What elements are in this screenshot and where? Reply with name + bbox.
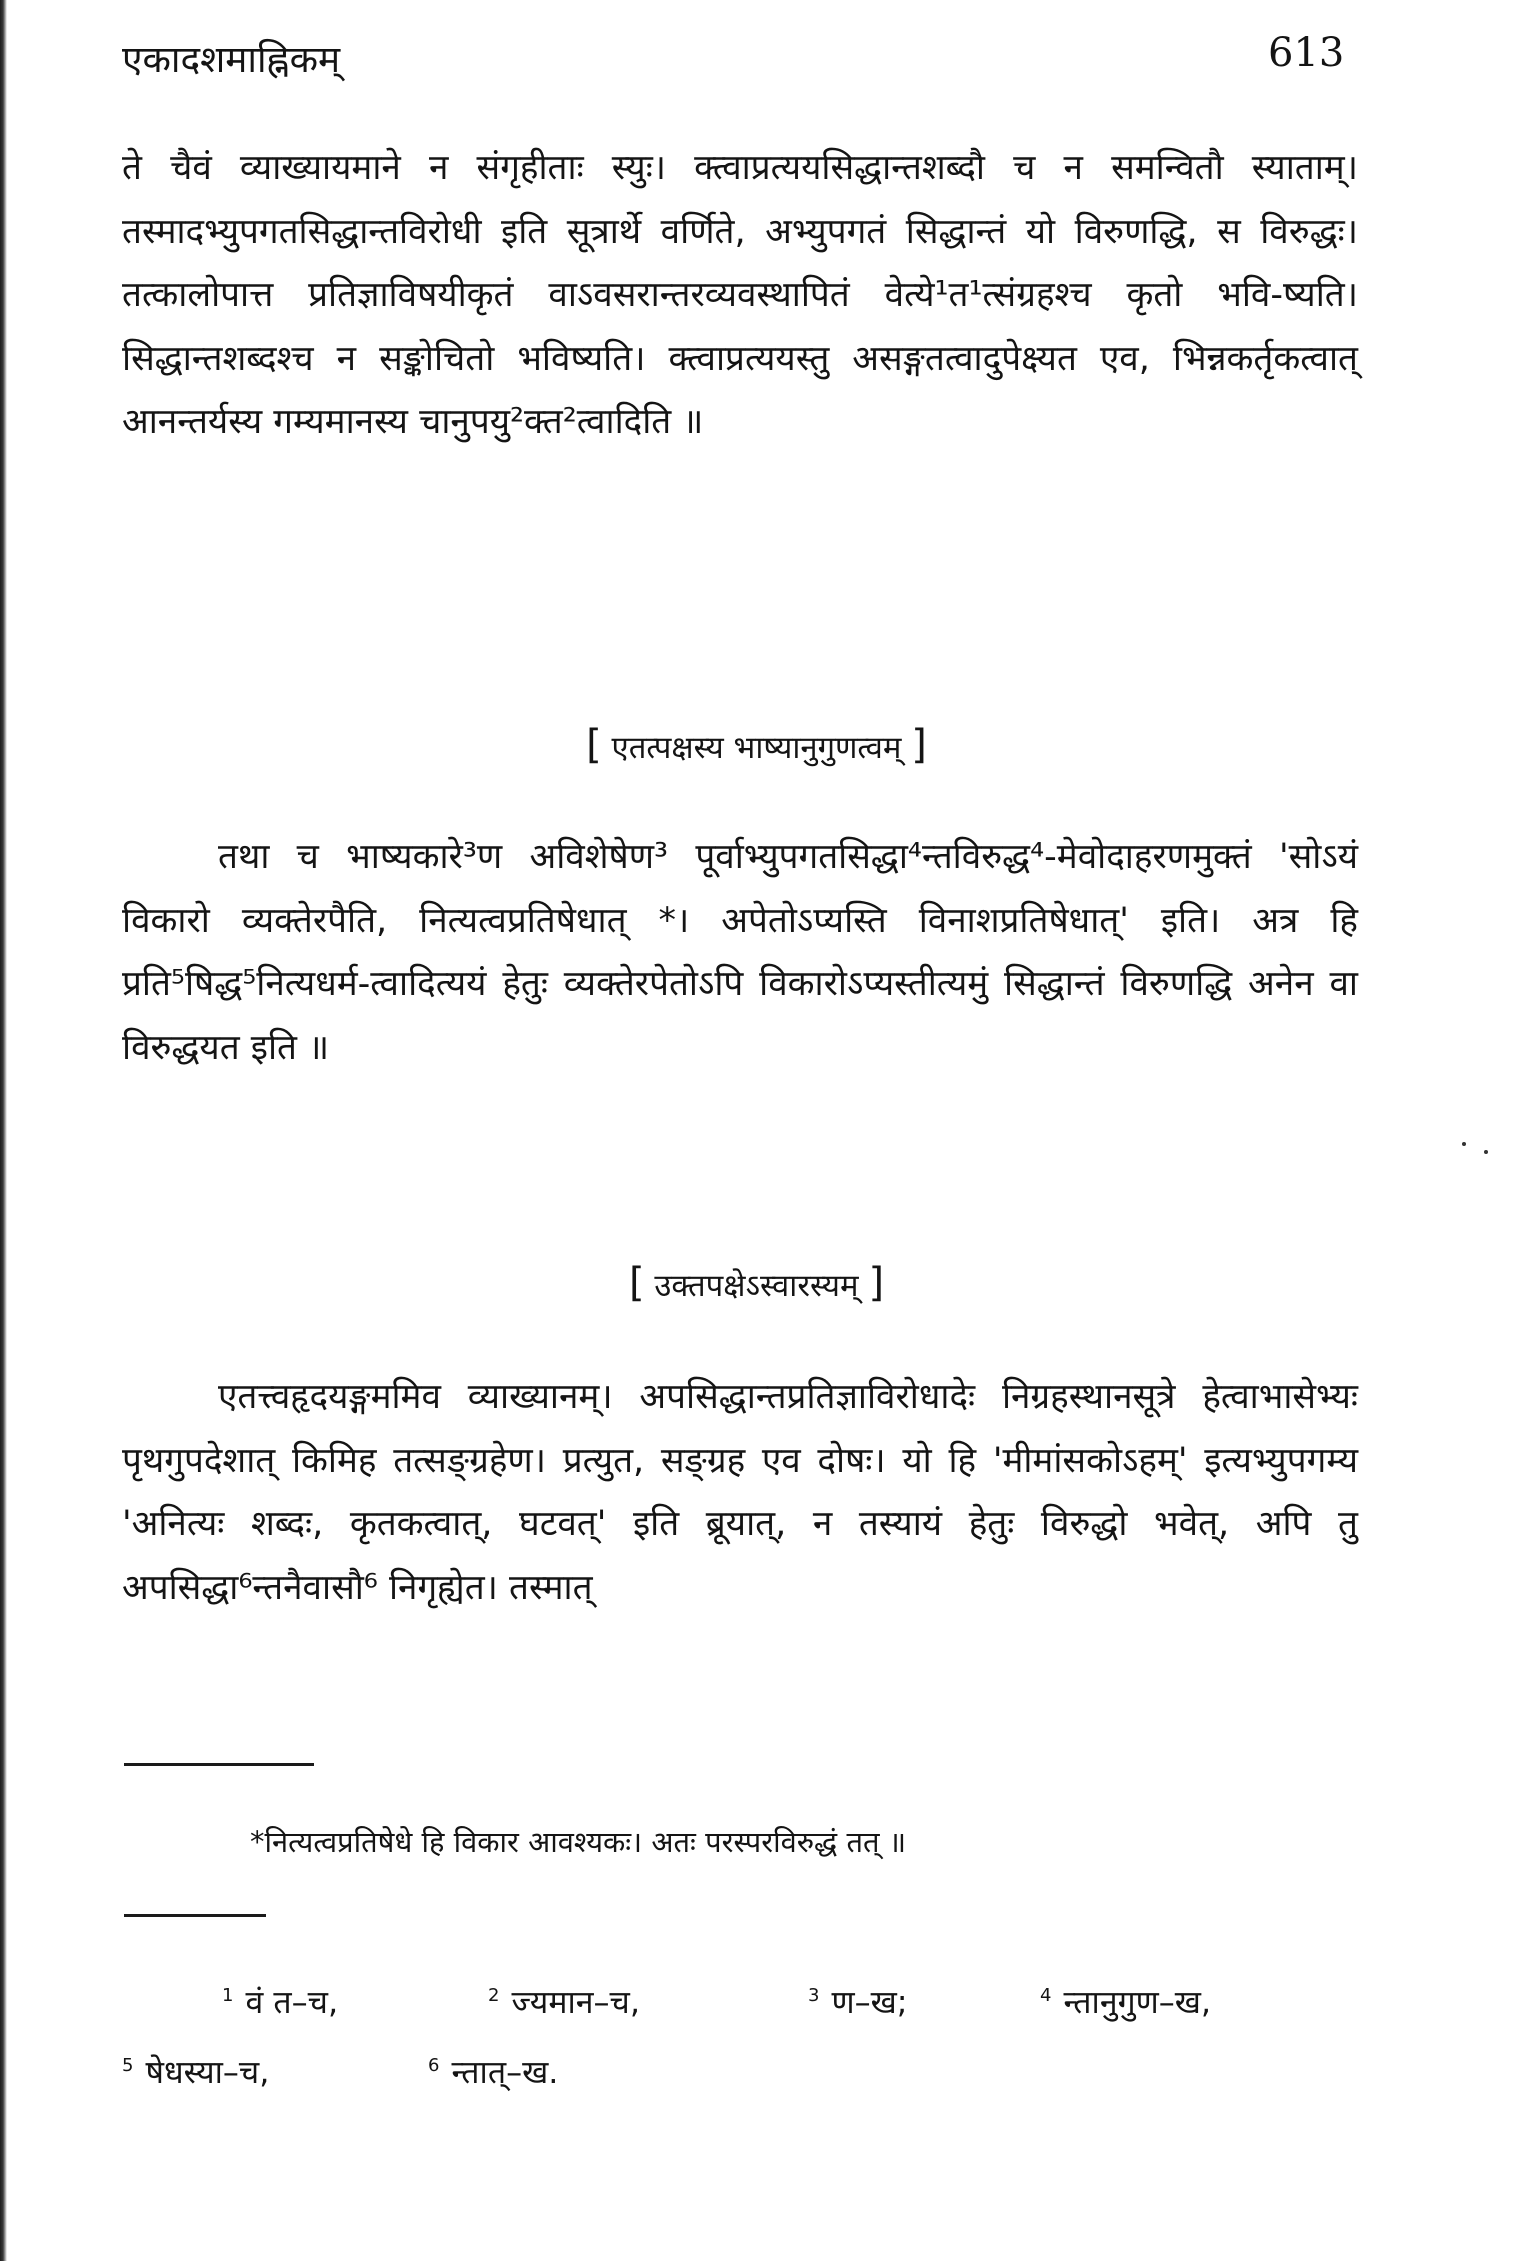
footnote-6 (428, 2050, 558, 2093)
page-binding-edge (0, 0, 7, 2261)
running-title: एकादशमाह्निकम् (122, 38, 341, 81)
paragraph-1: ते चैवं व्याख्यायमाने न संगृहीताः स्युः। क्त्वाप्रत्ययसिद्धान्तशब्दौ च न समन्वितौ स्याताम्। तस्मादभ्युपगतसिद्धान्तविरोधी इति सूत्रार्थे वर्णिते, अभ्युपगतं सिद्धान्तं यो विरुणद्धि, स विरुद्धः। तत्कालोपात्त प्रतिज्ञाविषयीकृतं वाऽवसरान्तरव्यवस्थापितं वेत्ये¹त¹त्संग्रहश्च कृतो भवि-ष्यति। सिद्धान्तशब्दश्च न सङ्कोचितो भविष्यति। क्त्वाप्रत्ययस्तु असङ्गतत्वादुपेक्ष्यत एव, भिन्नकर्तृकत्वात् आनन्तर्यस्य गम्यमानस्य चानुपयु²क्त²त्वादिति ॥ (122, 148, 1358, 442)
text-end-rule (124, 1763, 314, 1766)
footnote-1-text: वं त–च, (245, 1983, 339, 2021)
footnote-1-number: 1 (222, 1985, 234, 2007)
heading-1-text: एतत्पक्षस्य भाष्यानुगुणत्वम् (611, 730, 902, 766)
footnote-4-text: न्तानुगुण–ख, (1063, 1983, 1212, 2021)
heading-1-open-bracket: [ (586, 722, 602, 768)
paragraph-3: एतत्त्वहृदयङ्गममिव व्याख्यानम्। अपसिद्धान्तप्रतिज्ञाविरोधादेः निग्रहस्थानसूत्रे हेत्वाभासेभ्यः पृथगुपदेशात् किमिह तत्सङ्ग्रहेण। प्रत्युत, सङ्ग्रह एव दोषः। यो हि 'मीमांसकोऽहम्' इत्यभ्युपगम्य 'अनित्यः शब्दः, कृतकत्वात्, घटवत्' इति ब्रूयात्, न तस्यायं हेतुः विरुद्धो भवेत्, अपि तु अपसिद्धा⁶न्तनैवासौ⁶ निगृह्येत। तस्मात् (122, 1377, 1358, 1608)
heading-2-text: उक्तपक्षेऽस्वारस्यम् (654, 1268, 859, 1304)
footnote-4-number: 4 (1040, 1985, 1052, 2007)
section-heading-1 (0, 722, 1513, 768)
scan-speck (1462, 1142, 1466, 1146)
scan-speck (1484, 1150, 1488, 1154)
footnote-5-number: 5 (122, 2055, 134, 2077)
footnote-5 (122, 2050, 269, 2093)
footnote-6-text: न्तात्–ख. (451, 2053, 559, 2091)
footnote-1 (222, 1980, 338, 2023)
footnote-3-number: 3 (808, 1985, 820, 2007)
heading-2-open-bracket: [ (628, 1260, 645, 1306)
footnote-5-text: षेधस्या–च, (145, 2053, 270, 2091)
asterisk-note: *नित्यत्वप्रतिषेधे हि विकार आवश्यकः। अतः परस्परविरुद्धं तत् ॥ (250, 1825, 907, 1859)
heading-1-close-bracket: ] (911, 722, 927, 768)
footnote-2-number: 2 (488, 1985, 500, 2007)
footnote-2 (488, 1980, 640, 2023)
footnote-3 (808, 1980, 908, 2023)
footnote-6-number: 6 (428, 2055, 440, 2077)
section-heading-2 (0, 1260, 1513, 1306)
heading-2-close-bracket: ] (868, 1260, 885, 1306)
footnote-2-text: ज्यमान–च, (511, 1983, 640, 2021)
footnote-4 (1040, 1980, 1211, 2023)
footnote-3-text: ण–ख; (831, 1983, 908, 2021)
paragraph-2: तथा च भाष्यकारे³ण अविशेषेण³ पूर्वाभ्युपगतसिद्धा⁴न्तविरुद्ध⁴-मेवोदाहरणमुक्तं 'सोऽयं विकारो व्यक्तेरपैति, नित्यत्वप्रतिषेधात् *। अपेतोऽप्यस्ति विनाशप्रतिषेधात्' इति। अत्र हि प्रति⁵षिद्ध⁵नित्यधर्म-त्वादित्ययं हेतुः व्यक्तेरपेतोऽपि विकारोऽप्यस्तीत्यमुं सिद्धान्तं विरुणद्धि अनेन वा विरुद्धयत इति ॥ (122, 837, 1358, 1068)
footnote-separator-rule (124, 1914, 266, 1917)
page-number: 613 (1268, 30, 1345, 76)
